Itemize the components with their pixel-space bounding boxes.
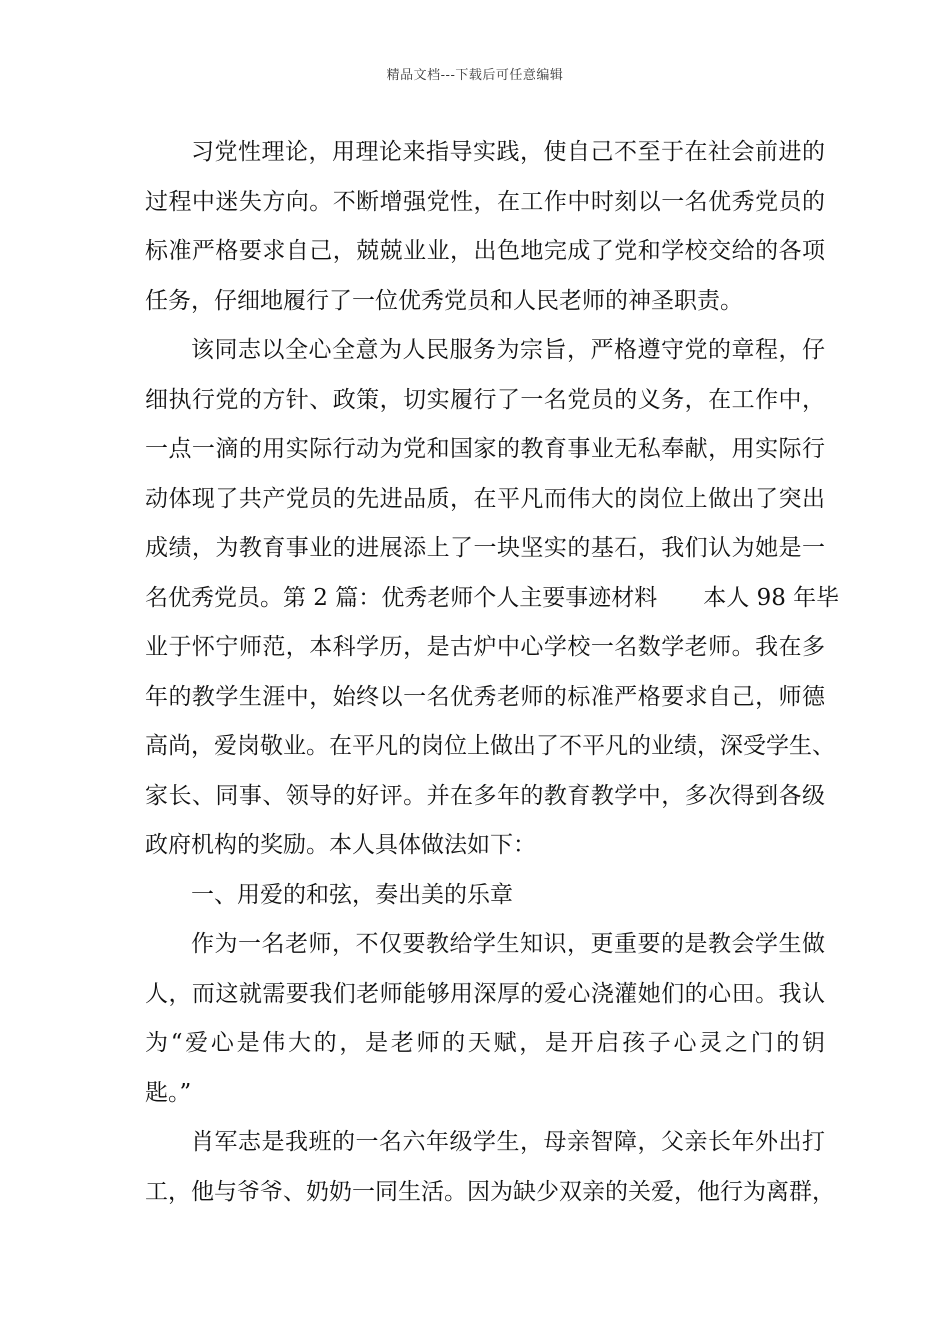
text-line: 肖军志是我班的一名六年级学生，母亲智障，父亲长年外出打 (191, 1129, 825, 1155)
text-line: 人，而这就需要我们老师能够用深厚的爱心浇灌她们的心田。我认 (145, 980, 825, 1007)
text-line: 业于怀宁师范，本科学历，是古炉中心学校一名数学老师。我在多 (145, 634, 825, 660)
text-line: 高尚，爱岗敬业。在平凡的岗位上做出了不平凡的业绩，深受学生、 (145, 733, 835, 759)
text-line: 动体现了共产党员的先进品质，在平凡而伟大的岗位上做出了突出 (145, 485, 825, 512)
text-line: 成绩，为教育事业的进展添上了一块坚实的基石，我们认为她是一 (145, 535, 825, 561)
text-line: 过程中迷失方向。不断增强党性，在工作中时刻以一名优秀党员的 (145, 188, 825, 215)
text-line: 习党性理论，用理论来指导实践，使自己不至于在社会前进的 (191, 139, 825, 165)
document-body (145, 132, 840, 1221)
text-line: 家长、同事、领导的好评。并在多年的教育教学中，多次得到各级 (145, 782, 825, 809)
text-line: 匙。” (145, 1079, 192, 1106)
text-line: 任务，仔细地履行了一位优秀党员和人民老师的神圣职责。 (145, 287, 743, 314)
section-heading: 一、用爱的和弦，奏出美的乐章 (191, 881, 513, 908)
text-line: 标准严格要求自己，兢兢业业，出色地完成了党和学校交给的各项 (145, 238, 825, 264)
text-line: 工，他与爷爷、奶奶一同生活。因为缺少双亲的关爱，他行为离群， (145, 1178, 835, 1205)
text-line: 细执行党的方针、政策，切实履行了一名党员的义务，在工作中， (145, 386, 825, 413)
text-line: 一点一滴的用实际行动为党和国家的教育事业无私奉献，用实际行 (145, 436, 825, 462)
text-line: 作为一名老师，不仅要教给学生知识，更重要的是教会学生做 (191, 931, 825, 957)
text-line: 为“爱心是伟大的，是老师的天赋，是开启孩子心灵之门的钥 (145, 1030, 825, 1056)
text-line: 年的教学生涯中，始终以一名优秀老师的标准严格要求自己，师德 (145, 683, 825, 710)
page-header: 精品文档---下载后可任意编辑 (386, 68, 564, 83)
text-line: 政府机构的奖励。本人具体做法如下： (145, 832, 536, 858)
text-line: 名优秀党员。第 2 篇：优秀老师个人主要事迹材料 本人 98 年毕 (145, 584, 840, 611)
text-line: 该同志以全心全意为人民服务为宗旨，严格遵守党的章程，仔 (191, 337, 825, 363)
